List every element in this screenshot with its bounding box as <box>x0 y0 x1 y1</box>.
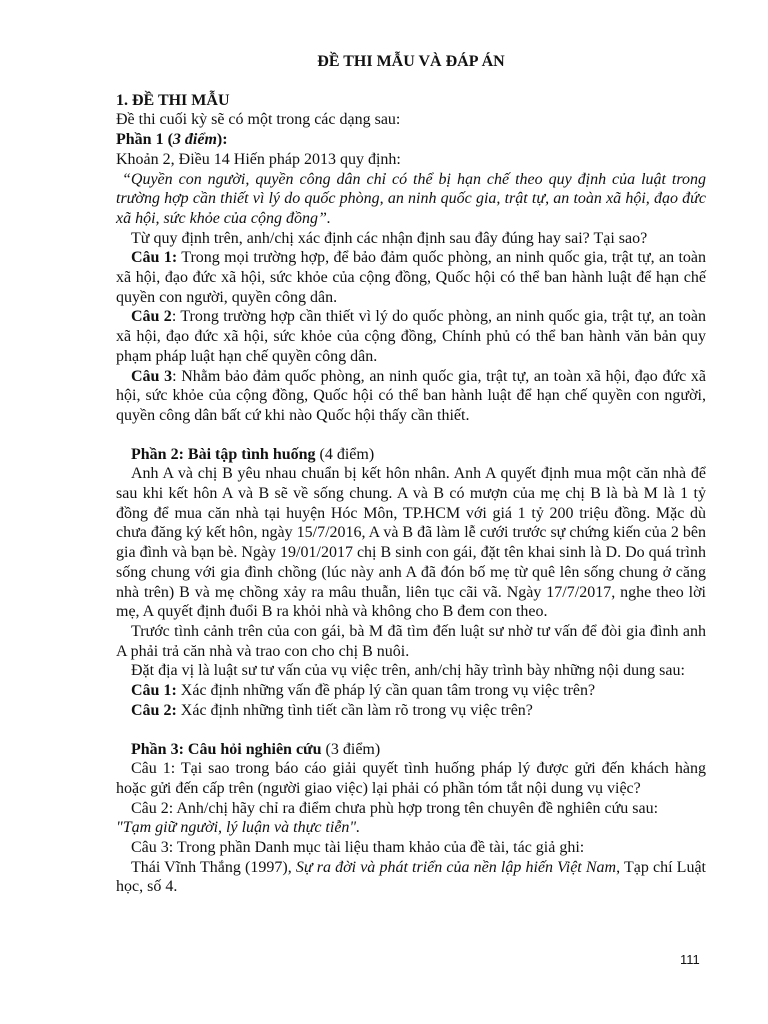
reference-title: Sự ra đời và phát triển của nền lập hiến Việt Nam <box>295 858 617 876</box>
q3-label: Câu 3 <box>131 367 173 385</box>
constitution-quote: “Quyền con người, quyền công dân chỉ có thể bị hạn chế theo quy định của luật trong trường hợp cần thiết vì lý do quốc phòng, an ninh quốc gia, trật tự, an toàn xã hội, đạo đức xã hội, sức khỏe của cộng đồng”. <box>116 170 706 227</box>
q2-label: Câu 2 <box>131 308 172 326</box>
reference-source: , Tạp chí Luật học, số 4. <box>116 858 707 896</box>
part2-q1 <box>116 681 706 701</box>
part3-q1: Câu 1: Tại sao trong báo cáo giải quyết tình huống pháp lý được gửi đến khách hàng hoặc gửi đến cấp trên (người giao việc) lại phải có phần tóm tắt nội dung vụ việc? <box>116 760 706 797</box>
part1-q2 <box>116 307 706 366</box>
part2-label: Phần 2: Bài tập tình huống <box>131 445 316 463</box>
page-content <box>116 52 706 897</box>
q1-label: Câu 1: <box>131 682 177 700</box>
part1-points: 3 điểm <box>172 131 217 149</box>
part3-label: Phần 3: Câu hỏi nghiên cứu <box>131 740 322 758</box>
part1-q1 <box>116 248 706 307</box>
section-heading: 1. ĐỀ THI MẪU <box>116 91 230 109</box>
part3-q2-quote <box>116 818 706 838</box>
research-title-quote: "Tạm giữ người, lý luận và thực tiễn". <box>116 819 361 837</box>
part1-heading <box>116 130 706 150</box>
reference-author: Thái Vĩnh Thắng (1997), <box>131 858 296 876</box>
part3-q2: Câu 2: Anh/chị hãy chỉ ra điểm chưa phù hợp trong tên chuyên đề nghiên cứu sau: <box>131 799 659 817</box>
q2-label: Câu 2: <box>131 701 177 719</box>
section-intro: Đề thi cuối kỳ sẽ có một trong các dạng sau: <box>116 111 401 129</box>
q1-text: Xác định những vấn đề pháp lý cần quan tâm trong vụ việc trên? <box>176 682 596 700</box>
part2-heading <box>116 445 706 465</box>
part1-source: Khoản 2, Điều 14 Hiến pháp 2013 quy định: <box>116 150 401 168</box>
part2-paragraph-2: Trước tình cảnh trên của con gái, bà M đã tìm đến luật sư nhờ tư vấn để đòi gia đình anh A phải trả căn nhà và trao con cho chị B nuôi. <box>116 622 706 660</box>
part2-paragraph-3: Đặt địa vị là luật sư tư vấn của vụ việc trên, anh/chị hãy trình bày những nội dung sau: <box>131 662 685 680</box>
q3-text: : Nhằm bảo đảm quốc phòng, an ninh quốc gia, trật tự, an toàn xã hội, đạo đức xã hội, sức khỏe của cộng đồng, Quốc hội có thể ban hành luật để hạn chế quyền con người, quyền công dân bất cứ khi nào Quốc hội thấy cần thiết. <box>116 367 706 424</box>
part3-points: (3 điểm) <box>321 740 381 758</box>
part3-q3: Câu 3: Trong phần Danh mục tài liệu tham khảo của đề tài, tác giả ghi: <box>131 839 585 857</box>
spacer <box>116 721 706 740</box>
part3-heading <box>116 740 706 760</box>
part1-question: Từ quy định trên, anh/chị xác định các nhận định sau đây đúng hay sai? Tại sao? <box>131 229 648 247</box>
spacer <box>116 426 706 445</box>
part1-label: Phần 1 ( <box>116 131 173 149</box>
q1-label: Câu 1: <box>131 249 178 267</box>
part2-paragraph-1: Anh A và chị B yêu nhau chuẩn bị kết hôn nhân. Anh A quyết định mua một căn nhà để sau khi kết hôn A và B sẽ về sống chung. A và B có mượn của mẹ chị B là bà M là 1 tỷ đồng để mua căn nhà tại huyện Hóc Môn, TP.HCM với giá 1 tỷ 200 triệu đồng. Mặc dù chưa đăng ký kết hôn, ngày 15/7/2016, A và B đã làm lễ cưới trước sự chứng kiến của 2 bên gia đình và bạn bè. Ngày 19/01/2017 chị B sinh con gái, đặt tên khai sinh là D. Do quá trình sống chung với gia đình chồng (lúc này anh A đã đón bố mẹ từ quê lên sống chung ở căng nhà trên) B và mẹ chồng xảy ra mâu thuẫn, liên tục cãi vã. Ngày 17/7/2017, nghe theo lời mẹ, A quyết định đuổi B ra khỏi nhà và không cho B đem con theo. <box>116 465 706 621</box>
q1-text: Trong mọi trường hợp, để bảo đảm quốc phòng, an ninh quốc gia, trật tự, an toàn xã hội, đạo đức xã hội, sức khỏe của cộng đồng, Quốc hội có thể ban hành luật để hạn chế quyền con người, quyền công dân. <box>116 249 707 306</box>
part1-q3 <box>116 367 706 426</box>
page-number: 111 <box>680 952 700 967</box>
q2-text: Xác định những tình tiết cần làm rõ trong vụ việc trên? <box>176 701 533 719</box>
page-title: ĐỀ THI MẪU VÀ ĐÁP ÁN <box>317 53 505 70</box>
part2-points: (4 điểm) <box>315 445 375 463</box>
part2-q2 <box>116 701 706 721</box>
q2-text: : Trong trường hợp cần thiết vì lý do quốc phòng, an ninh quốc gia, trật tự, an toàn xã hội, đạo đức xã hội, sức khỏe của cộng đồng, Chính phủ có thể ban hành văn bản quy phạm pháp luật hạn chế quyền công dân. <box>116 308 707 365</box>
reference-entry <box>116 858 706 897</box>
part1-label-end: ): <box>216 131 228 149</box>
